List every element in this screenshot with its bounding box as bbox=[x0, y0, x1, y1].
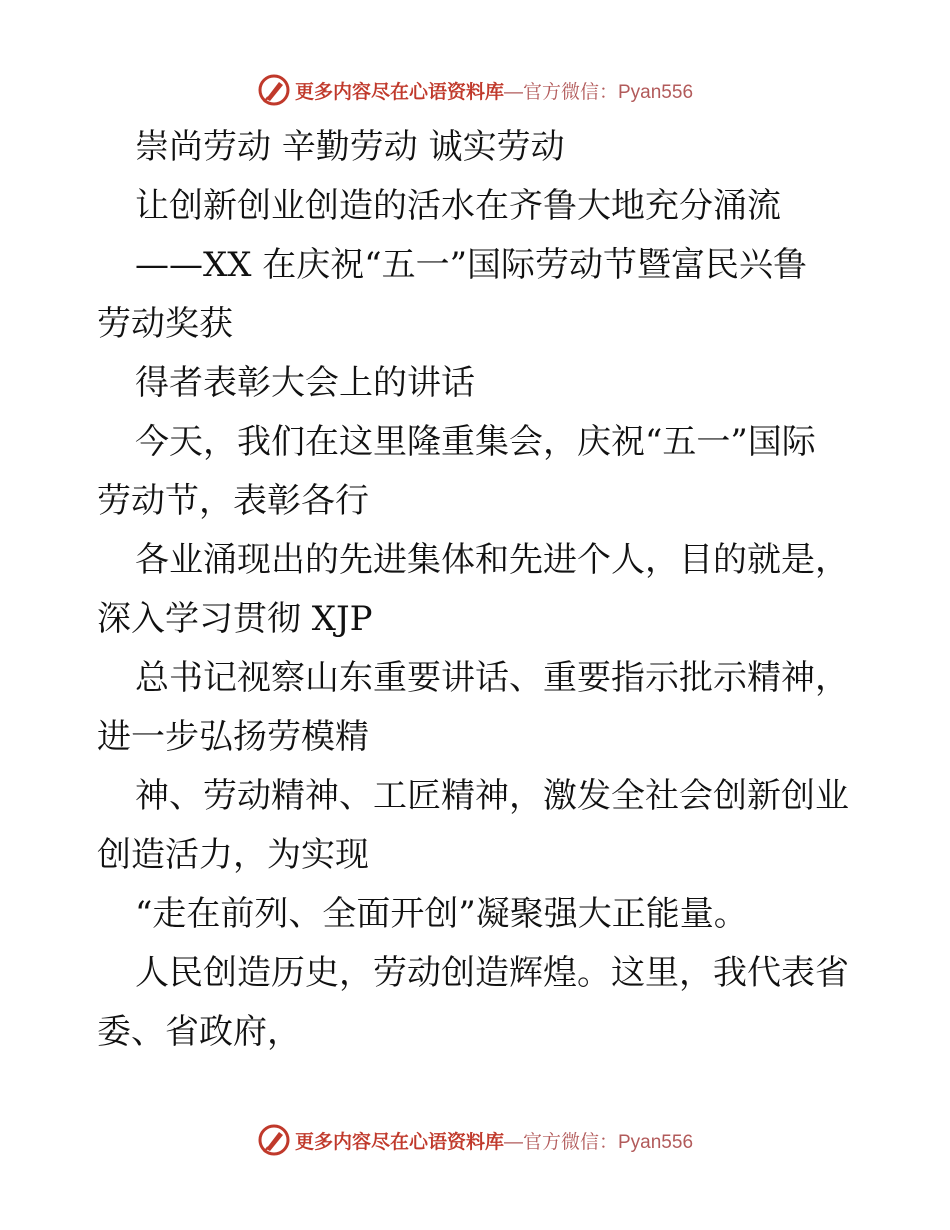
text-line: 委、省政府， bbox=[97, 1012, 301, 1052]
text-line: 神、劳动精神、工匠精神，激发全社会创新创业 bbox=[135, 776, 849, 816]
text-line: 今天，我们在这里隆重集会，庆祝“五一”国际 bbox=[135, 422, 816, 462]
quill-pen-logo-icon bbox=[257, 73, 291, 107]
text-line: 劳动奖获 bbox=[97, 304, 233, 344]
quill-pen-logo-icon bbox=[257, 1123, 291, 1157]
text-line: 崇尚劳动 辛勤劳动 诚实劳动 bbox=[135, 127, 565, 167]
watermark-text: 更多内容尽在心语资料库 bbox=[294, 1130, 504, 1153]
watermark-suffix: —官方微信：Pyan556 bbox=[504, 81, 694, 103]
text-line: 创造活力，为实现 bbox=[97, 835, 369, 875]
text-line: 劳动节，表彰各行 bbox=[97, 481, 369, 521]
body-text bbox=[97, 118, 857, 1062]
header-watermark bbox=[0, 70, 950, 110]
text-line: 各业涌现出的先进集体和先进个人，目的就是， bbox=[135, 540, 849, 580]
watermark-text: 更多内容尽在心语资料库 bbox=[294, 80, 504, 103]
text-line: 得者表彰大会上的讲话 bbox=[135, 363, 475, 403]
watermark-suffix: —官方微信：Pyan556 bbox=[504, 1131, 694, 1153]
text-line: 让创新创业创造的活水在齐鲁大地充分涌流 bbox=[135, 186, 781, 226]
text-line: 人民创造历史，劳动创造辉煌。这里，我代表省 bbox=[135, 953, 849, 993]
text-line: 总书记视察山东重要讲话、重要指示批示精神， bbox=[135, 658, 849, 698]
footer-watermark bbox=[0, 1120, 950, 1160]
text-line: 进一步弘扬劳模精 bbox=[97, 717, 369, 757]
text-line: ——XX 在庆祝“五一”国际劳动节暨富民兴鲁 bbox=[135, 245, 807, 285]
text-line: “走在前列、全面开创”凝聚强大正能量。 bbox=[135, 894, 748, 934]
text-line: 深入学习贯彻 XJP bbox=[97, 599, 373, 639]
